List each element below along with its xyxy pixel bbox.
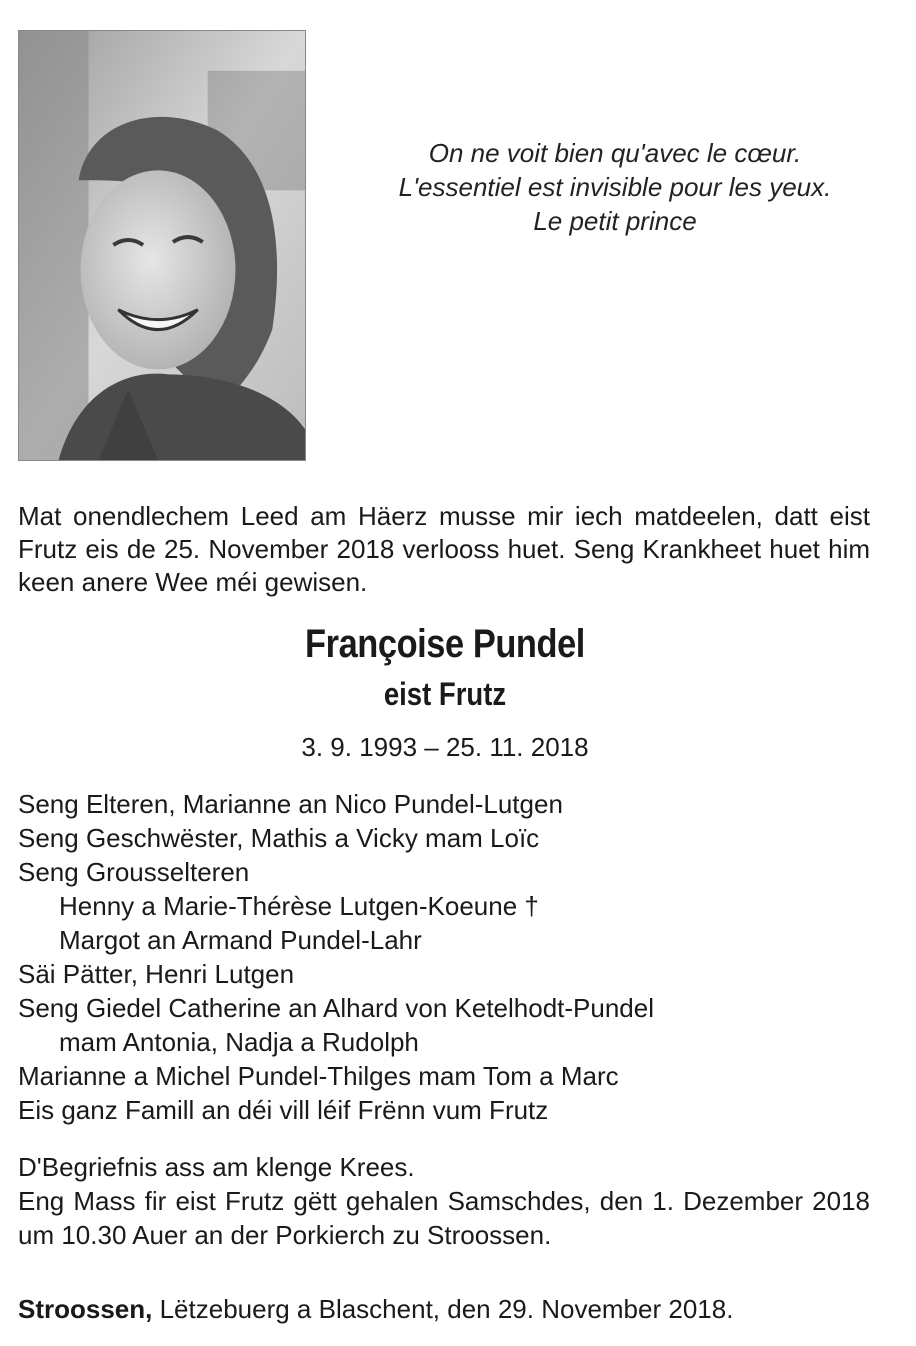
- closing-line: [18, 1292, 888, 1326]
- quote-line-1: On ne voit bien qu'avec le cœur.: [428, 138, 802, 168]
- family-line: Eis ganz Famill an déi vill léif Frënn vum Frutz: [18, 1095, 549, 1125]
- closing-place: Stroossen,: [18, 1294, 153, 1324]
- family-line: Seng Elteren, Marianne an Nico Pundel-Lutgen: [18, 789, 563, 819]
- life-dates: 3. 9. 1993 – 25. 11. 2018: [301, 732, 589, 762]
- family-line: Seng Grousselteren: [18, 857, 250, 887]
- closing-rest: Lëtzebuerg a Blaschent, den 29. November 2018.: [152, 1294, 734, 1324]
- family-line: Marianne a Michel Pundel-Thilges mam Tom a Marc: [18, 1061, 619, 1091]
- deceased-nickname: eist Frutz: [383, 676, 507, 712]
- quote-line-2: L'essentiel est invisible pour les yeux.: [398, 172, 832, 202]
- family-line: Margot an Armand Pundel-Lahr: [59, 925, 422, 955]
- family-line: Säi Pätter, Henri Lutgen: [18, 959, 295, 989]
- family-list: [18, 787, 888, 1127]
- intro-paragraph: Mat onendlechem Leed am Häerz musse mir iech matdeelen, datt eist Frutz eis de 25. November 2018 verlooss huet. Seng Krankheet huet him keen anere Wee méi gewisen.: [18, 501, 870, 597]
- portrait-photo: [18, 30, 306, 461]
- quote-attribution: Le petit prince: [533, 206, 697, 236]
- funeral-line-1: D'Begriefnis ass am klenge Krees.: [18, 1152, 415, 1182]
- family-line: Seng Giedel Catherine an Alhard von Ketelhodt-Pundel: [18, 993, 654, 1023]
- family-line: Seng Geschwëster, Mathis a Vicky mam Loïc: [18, 823, 540, 853]
- quote-block: [340, 136, 890, 238]
- family-line: mam Antonia, Nadja a Rudolph: [59, 1027, 419, 1057]
- funeral-line-2: Eng Mass fir eist Frutz gëtt gehalen Samschdes, den 1. Dezember 2018 um 10.30 Auer an der Porkierch zu Stroossen.: [18, 1186, 870, 1250]
- funeral-notice: [18, 1150, 870, 1252]
- family-line: Henny a Marie-Thérèse Lutgen-Koeune †: [59, 891, 539, 921]
- deceased-name: Françoise Pundel: [305, 622, 585, 666]
- portrait-image: [19, 31, 305, 460]
